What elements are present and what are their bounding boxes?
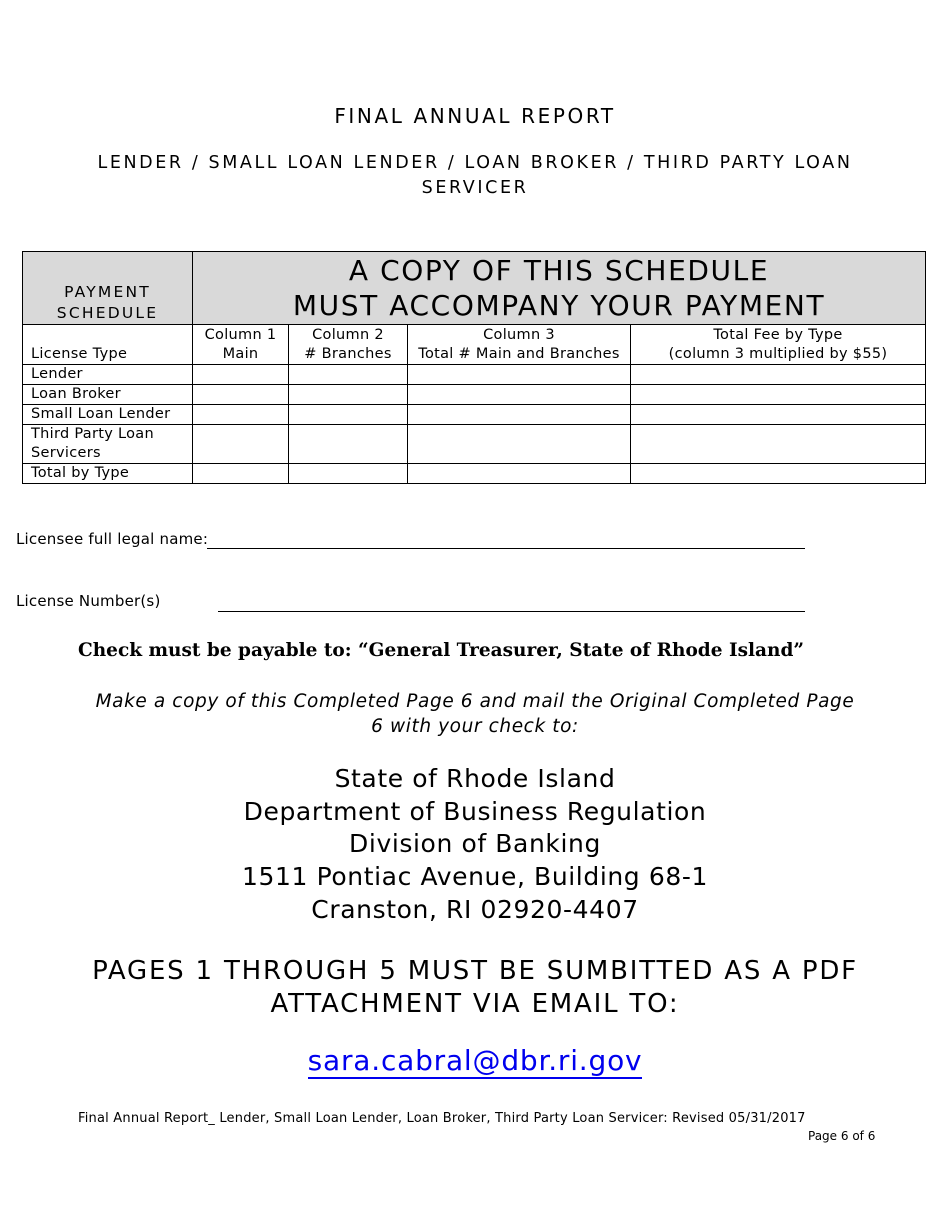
address-line: 1511 Pontiac Avenue, Building 68-1 bbox=[242, 862, 708, 891]
page-number: Page 6 of 6 bbox=[808, 1129, 876, 1143]
column-header bbox=[408, 325, 631, 365]
cell-input[interactable] bbox=[631, 425, 926, 464]
cell-input[interactable] bbox=[408, 385, 631, 405]
schedule-notice bbox=[193, 252, 926, 325]
report-subtitle: LENDER / SMALL LOAN LENDER / LOAN BROKER / THIRD PARTY LOAN SERVICER bbox=[97, 153, 853, 198]
cell-input[interactable] bbox=[193, 425, 289, 464]
column-header-line1: Column 3 bbox=[483, 327, 555, 343]
row-label: Third Party Loan Servicers bbox=[23, 425, 193, 464]
address-line: Cranston, RI 02920-4407 bbox=[311, 895, 639, 924]
column-header-row bbox=[23, 325, 926, 365]
cell-input[interactable] bbox=[289, 425, 408, 464]
column-header-line1: Total Fee by Type bbox=[713, 327, 843, 343]
check-payable-note: Check must be payable to: “General Treasurer, State of Rhode Island” bbox=[78, 640, 805, 661]
license-number-field[interactable] bbox=[218, 592, 805, 612]
cell-input[interactable] bbox=[193, 365, 289, 385]
table-row bbox=[23, 405, 926, 425]
license-number-label: License Number(s) bbox=[16, 592, 161, 610]
table-header-row bbox=[23, 252, 926, 325]
legal-name-label: Licensee full legal name: bbox=[16, 530, 209, 548]
report-title: FINAL ANNUAL REPORT bbox=[334, 104, 616, 128]
column-header bbox=[631, 325, 926, 365]
cell-input[interactable] bbox=[408, 425, 631, 464]
schedule-notice-line2: MUST ACCOMPANY YOUR PAYMENT bbox=[292, 289, 826, 322]
legal-name-field[interactable] bbox=[207, 530, 805, 549]
cell-input[interactable] bbox=[408, 405, 631, 425]
cell-input[interactable] bbox=[631, 405, 926, 425]
pdf-submission-note: PAGES 1 THROUGH 5 MUST BE SUMBITTED AS A PDF ATTACHMENT VIA EMAIL TO: bbox=[92, 956, 858, 1019]
cell-input[interactable] bbox=[193, 464, 289, 484]
payment-schedule-label: PAYMENT SCHEDULE bbox=[23, 252, 193, 325]
cell-input[interactable] bbox=[631, 385, 926, 405]
address-line: State of Rhode Island bbox=[334, 764, 616, 793]
email-link[interactable]: sara.cabral@dbr.ri.gov bbox=[307, 1044, 643, 1077]
cell-input[interactable] bbox=[193, 405, 289, 425]
cell-input[interactable] bbox=[408, 365, 631, 385]
address-line: Division of Banking bbox=[349, 829, 601, 858]
column-header-line2: # Branches bbox=[304, 346, 392, 362]
schedule-notice-line1: A COPY OF THIS SCHEDULE bbox=[348, 254, 770, 287]
email-link-container bbox=[0, 1044, 950, 1077]
column-header-line1: Column 2 bbox=[312, 327, 384, 343]
cell-input[interactable] bbox=[289, 405, 408, 425]
cell-input[interactable] bbox=[289, 385, 408, 405]
cell-input[interactable] bbox=[289, 464, 408, 484]
row-label: Total by Type bbox=[23, 464, 193, 484]
cell-input[interactable] bbox=[631, 365, 926, 385]
column-header-line2: (column 3 multiplied by $55) bbox=[668, 346, 888, 362]
row-label: Lender bbox=[23, 365, 193, 385]
cell-input[interactable] bbox=[408, 464, 631, 484]
cell-input[interactable] bbox=[631, 464, 926, 484]
column-header bbox=[193, 325, 289, 365]
column-header-line2: Main bbox=[222, 346, 259, 362]
column-header bbox=[289, 325, 408, 365]
license-type-header: License Type bbox=[23, 325, 193, 365]
row-label: Loan Broker bbox=[23, 385, 193, 405]
address-line: Department of Business Regulation bbox=[243, 797, 707, 826]
cell-input[interactable] bbox=[289, 365, 408, 385]
mail-instructions: Make a copy of this Completed Page 6 and mail the Original Completed Page 6 with your check to: bbox=[95, 691, 855, 737]
column-header-line1: Column 1 bbox=[204, 327, 277, 343]
table-row bbox=[23, 425, 926, 464]
cell-input[interactable] bbox=[193, 385, 289, 405]
footer-revision: Final Annual Report_ Lender, Small Loan Lender, Loan Broker, Third Party Loan Servicer: Revised 05/31/2017 bbox=[78, 1111, 806, 1126]
table-row bbox=[23, 385, 926, 405]
row-label: Small Loan Lender bbox=[23, 405, 193, 425]
table-row bbox=[23, 365, 926, 385]
payment-schedule-table bbox=[22, 251, 926, 484]
column-header-line2: Total # Main and Branches bbox=[418, 346, 620, 362]
table-row bbox=[23, 464, 926, 484]
